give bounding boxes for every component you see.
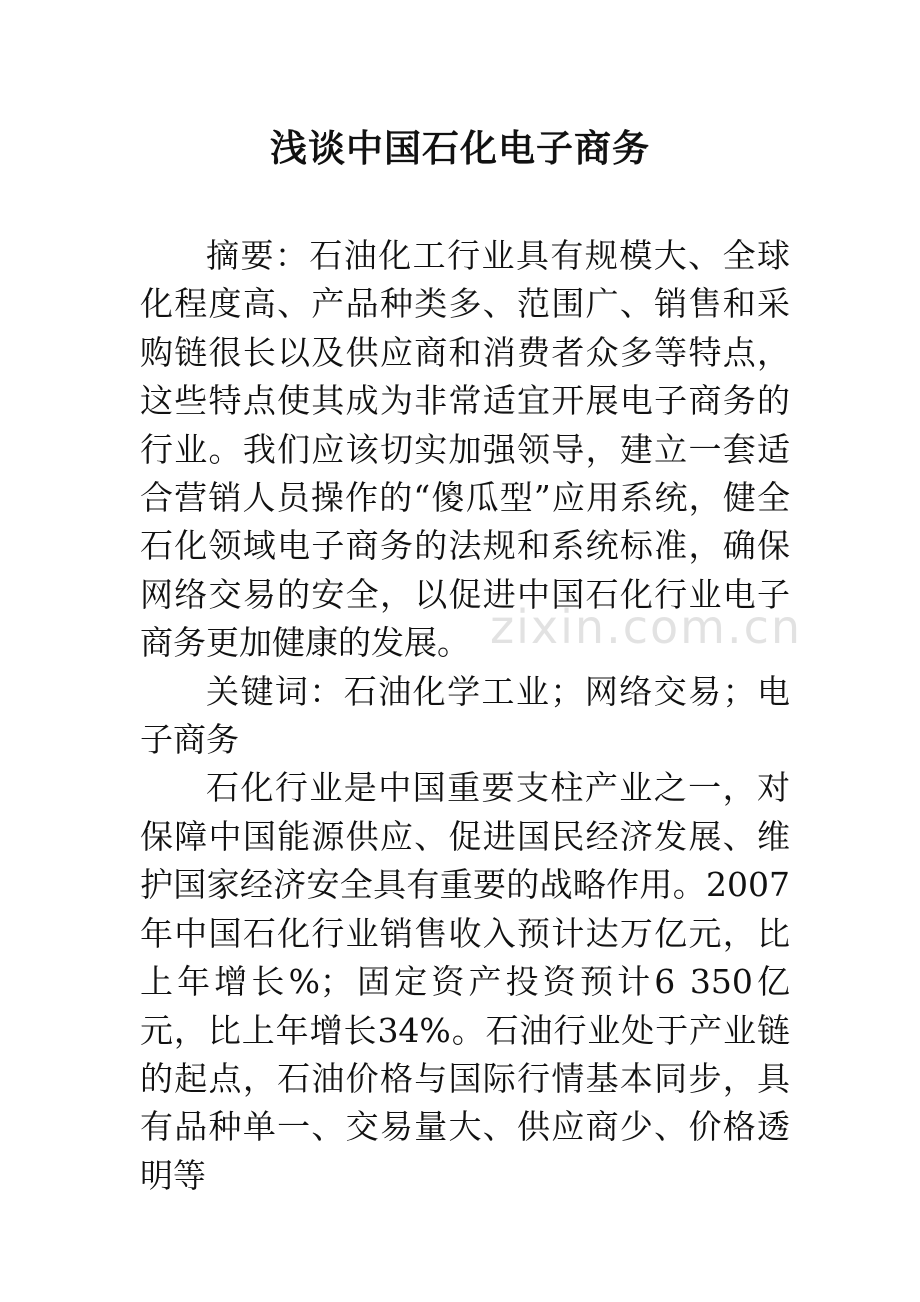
abstract-paragraph: 摘要：石油化工行业具有规模大、全球化程度高、产品种类多、范围广、销售和采购链很长以及供应商和消费者众多等特点，这些特点使其成为非常适宜开展电子商务的行业。我们应该切实加强领导，建立一套适合营销人员操作的“傻瓜型”应用系统，健全石化领域电子商务的法规和系统标准，确保网络交易的安全，以促进中国石化行业电子商务更加健康的发展。 <box>140 236 790 663</box>
intro-paragraph: 石化行业是中国重要支柱产业之一，对保障中国能源供应、促进国民经济发展、维护国家经济安全具有重要的战略作用。2007年中国石化行业销售收入预计达万亿元，比上年增长%；固定资产投资预计6 350亿元，比上年增长34%。石油行业处于产业链的起点，石油价格与国际行情基本同步，具有品种单一、交易量大、供应商少、价格透明等 <box>140 768 790 1195</box>
document-title: 浅谈中国石化电子商务 <box>270 126 650 170</box>
watermark: zixin.com.cn <box>490 600 803 654</box>
document-body <box>140 232 790 1200</box>
keywords-paragraph: 关键词：石油化学工业；网络交易；电子商务 <box>140 671 790 760</box>
